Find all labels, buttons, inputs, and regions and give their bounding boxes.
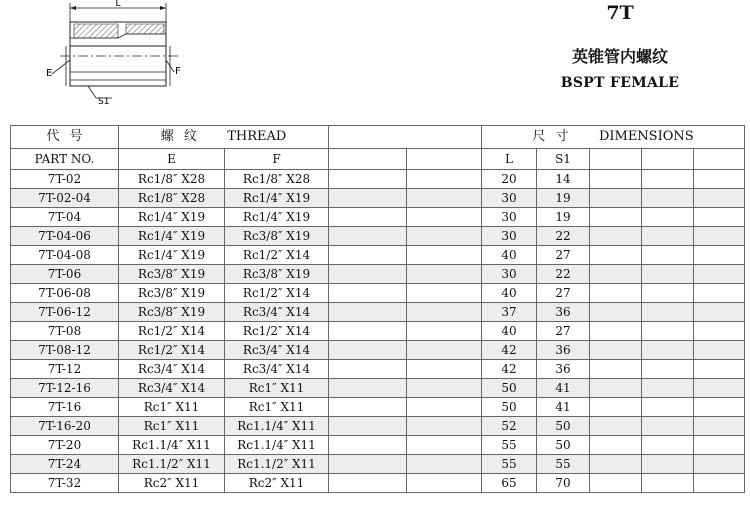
length-cell: 40 [482, 284, 537, 303]
hex-s1-cell: 70 [537, 474, 590, 493]
length-cell: 55 [482, 436, 537, 455]
drawing-label-f: F [175, 66, 181, 77]
thread-e-cell: Rc1/2″ X14 [119, 341, 225, 360]
thread-e-cell: Rc1″ X11 [119, 398, 225, 417]
table-row [11, 322, 745, 341]
part-no-cell: 7T-04-08 [11, 246, 119, 265]
empty-cell [329, 303, 407, 322]
hex-s1-cell: 41 [537, 398, 590, 417]
empty-cell [642, 474, 694, 493]
empty-cell [642, 398, 694, 417]
thread-f-cell: Rc1/2″ X14 [225, 246, 329, 265]
empty-cell [694, 436, 745, 455]
subheader-empty [642, 149, 694, 170]
thread-e-cell: Rc1/8″ X28 [119, 189, 225, 208]
thread-e-cell: Rc1/8″ X28 [119, 170, 225, 189]
table-row [11, 265, 745, 284]
empty-cell [642, 284, 694, 303]
part-no-cell: 7T-02-04 [11, 189, 119, 208]
length-cell: 30 [482, 265, 537, 284]
empty-cell [329, 227, 407, 246]
empty-cell [694, 398, 745, 417]
thread-e-cell: Rc1″ X11 [119, 417, 225, 436]
empty-cell [329, 284, 407, 303]
header-code: 代 号 [11, 126, 119, 149]
thread-e-cell: Rc3/4″ X14 [119, 379, 225, 398]
thread-e-cell: Rc3/4″ X14 [119, 360, 225, 379]
part-no-cell: 7T-08 [11, 322, 119, 341]
table-subheader-row [11, 149, 745, 170]
subheader-empty [407, 149, 482, 170]
hex-s1-cell: 27 [537, 284, 590, 303]
empty-cell [329, 360, 407, 379]
empty-cell [329, 436, 407, 455]
empty-cell [407, 436, 482, 455]
length-cell: 30 [482, 189, 537, 208]
subheader-s1: S1 [537, 149, 590, 170]
empty-cell [407, 227, 482, 246]
empty-cell [590, 341, 642, 360]
hex-s1-cell: 50 [537, 436, 590, 455]
empty-cell [329, 322, 407, 341]
hex-s1-cell: 14 [537, 170, 590, 189]
table-header-row [11, 126, 745, 149]
empty-cell [642, 417, 694, 436]
empty-cell [694, 360, 745, 379]
table-row [11, 170, 745, 189]
empty-cell [694, 265, 745, 284]
empty-cell [694, 379, 745, 398]
table-row [11, 341, 745, 360]
empty-cell [407, 398, 482, 417]
length-cell: 40 [482, 322, 537, 341]
subheader-e: E [119, 149, 225, 170]
drawing-label-s1: S1 [98, 97, 110, 107]
hex-s1-cell: 27 [537, 246, 590, 265]
empty-cell [407, 170, 482, 189]
empty-cell [642, 189, 694, 208]
empty-cell [329, 417, 407, 436]
table-row [11, 246, 745, 265]
hex-s1-callout [88, 86, 112, 107]
table-row [11, 417, 745, 436]
empty-cell [407, 246, 482, 265]
table-row [11, 303, 745, 322]
hex-s1-cell: 22 [537, 265, 590, 284]
empty-cell [329, 398, 407, 417]
thread-e-cell: Rc3/8″ X19 [119, 284, 225, 303]
empty-cell [590, 208, 642, 227]
hex-s1-cell: 50 [537, 417, 590, 436]
product-title-en: BSPT FEMALE [560, 75, 680, 91]
empty-cell [590, 227, 642, 246]
empty-cell [642, 322, 694, 341]
part-no-cell: 7T-32 [11, 474, 119, 493]
hex-s1-cell: 36 [537, 303, 590, 322]
thread-e-cell: Rc1.1/4″ X11 [119, 436, 225, 455]
empty-cell [590, 455, 642, 474]
thread-f-cell: Rc1.1/4″ X11 [225, 436, 329, 455]
thread-f-cell: Rc1/4″ X19 [225, 189, 329, 208]
thread-e-cell: Rc3/8″ X19 [119, 265, 225, 284]
hex-s1-cell: 41 [537, 379, 590, 398]
thread-f-cell: Rc1/2″ X14 [225, 284, 329, 303]
empty-cell [407, 322, 482, 341]
thread-e-callout [46, 60, 70, 79]
part-no-cell: 7T-02 [11, 170, 119, 189]
header-blank [329, 126, 482, 149]
length-cell: 37 [482, 303, 537, 322]
empty-cell [329, 208, 407, 227]
empty-cell [590, 246, 642, 265]
empty-cell [694, 227, 745, 246]
empty-cell [407, 284, 482, 303]
empty-cell [642, 246, 694, 265]
length-cell: 65 [482, 474, 537, 493]
length-cell: 30 [482, 208, 537, 227]
empty-cell [407, 265, 482, 284]
part-no-cell: 7T-04 [11, 208, 119, 227]
empty-cell [590, 189, 642, 208]
empty-cell [407, 208, 482, 227]
part-no-cell: 7T-16 [11, 398, 119, 417]
thread-e-cell: Rc1/2″ X14 [119, 322, 225, 341]
hex-s1-cell: 36 [537, 341, 590, 360]
part-no-cell: 7T-04-06 [11, 227, 119, 246]
empty-cell [642, 208, 694, 227]
empty-cell [694, 170, 745, 189]
empty-cell [694, 474, 745, 493]
hex-s1-cell: 27 [537, 322, 590, 341]
empty-cell [407, 341, 482, 360]
empty-cell [590, 284, 642, 303]
part-no-cell: 7T-06-12 [11, 303, 119, 322]
empty-cell [407, 455, 482, 474]
length-cell: 20 [482, 170, 537, 189]
empty-cell [590, 170, 642, 189]
fitting-hex-body [66, 46, 170, 86]
empty-cell [590, 474, 642, 493]
thread-e-cell: Rc3/8″ X19 [119, 303, 225, 322]
empty-cell [590, 303, 642, 322]
empty-cell [642, 379, 694, 398]
part-no-cell: 7T-06 [11, 265, 119, 284]
empty-cell [590, 398, 642, 417]
table-row [11, 284, 745, 303]
empty-cell [329, 265, 407, 284]
fitting-section [70, 22, 166, 46]
table-row [11, 474, 745, 493]
part-no-cell: 7T-06-08 [11, 284, 119, 303]
thread-f-callout [166, 60, 181, 77]
empty-cell [329, 246, 407, 265]
thread-f-cell: Rc1.1/2″ X11 [225, 455, 329, 474]
thread-f-cell: Rc1″ X11 [225, 379, 329, 398]
hex-s1-cell: 22 [537, 227, 590, 246]
length-cell: 42 [482, 360, 537, 379]
empty-cell [694, 208, 745, 227]
thread-e-cell: Rc1.1/2″ X11 [119, 455, 225, 474]
hex-s1-cell: 19 [537, 189, 590, 208]
part-no-cell: 7T-24 [11, 455, 119, 474]
thread-f-cell: Rc3/8″ X19 [225, 227, 329, 246]
table-row [11, 227, 745, 246]
empty-cell [590, 417, 642, 436]
empty-cell [694, 455, 745, 474]
empty-cell [694, 246, 745, 265]
empty-cell [329, 170, 407, 189]
length-dimension [70, 0, 166, 22]
thread-e-cell: Rc1/4″ X19 [119, 246, 225, 265]
empty-cell [694, 284, 745, 303]
empty-cell [642, 360, 694, 379]
empty-cell [642, 341, 694, 360]
subheader-f: F [225, 149, 329, 170]
length-cell: 42 [482, 341, 537, 360]
subheader-empty [694, 149, 745, 170]
length-cell: 52 [482, 417, 537, 436]
spec-table [10, 125, 745, 493]
empty-cell [329, 379, 407, 398]
thread-f-cell: Rc3/4″ X14 [225, 360, 329, 379]
table-row [11, 189, 745, 208]
empty-cell [407, 189, 482, 208]
length-cell: 50 [482, 398, 537, 417]
empty-cell [407, 474, 482, 493]
empty-cell [694, 189, 745, 208]
empty-cell [642, 455, 694, 474]
table-row [11, 379, 745, 398]
empty-cell [694, 303, 745, 322]
length-cell: 40 [482, 246, 537, 265]
empty-cell [329, 474, 407, 493]
subheader-part: PART NO. [11, 149, 119, 170]
drawing-label-length: L [115, 0, 121, 9]
thread-e-cell: Rc1/4″ X19 [119, 208, 225, 227]
thread-f-cell: Rc3/8″ X19 [225, 265, 329, 284]
empty-cell [694, 341, 745, 360]
empty-cell [329, 455, 407, 474]
thread-f-cell: Rc1/2″ X14 [225, 322, 329, 341]
part-no-cell: 7T-16-20 [11, 417, 119, 436]
empty-cell [590, 322, 642, 341]
length-cell: 50 [482, 379, 537, 398]
empty-cell [642, 227, 694, 246]
length-cell: 30 [482, 227, 537, 246]
empty-cell [329, 341, 407, 360]
part-no-cell: 7T-12 [11, 360, 119, 379]
subheader-empty [329, 149, 407, 170]
empty-cell [642, 265, 694, 284]
hex-s1-cell: 36 [537, 360, 590, 379]
hex-s1-cell: 19 [537, 208, 590, 227]
header-dimensions: 尺 寸 DIMENSIONS [482, 126, 745, 149]
empty-cell [590, 360, 642, 379]
empty-cell [642, 436, 694, 455]
part-no-cell: 7T-08-12 [11, 341, 119, 360]
empty-cell [407, 360, 482, 379]
hex-s1-cell: 55 [537, 455, 590, 474]
thread-f-cell: Rc3/4″ X14 [225, 303, 329, 322]
empty-cell [590, 379, 642, 398]
length-cell: 55 [482, 455, 537, 474]
table-row [11, 436, 745, 455]
drawing-label-e: E [46, 68, 53, 79]
thread-e-cell: Rc1/4″ X19 [119, 227, 225, 246]
thread-f-cell: Rc1/8″ X28 [225, 170, 329, 189]
fitting-drawing [30, 0, 210, 110]
empty-cell [694, 417, 745, 436]
empty-cell [329, 189, 407, 208]
header-thread: 螺 纹 THREAD [119, 126, 329, 149]
product-code: 7T [606, 2, 634, 24]
empty-cell [407, 417, 482, 436]
thread-f-cell: Rc1/4″ X19 [225, 208, 329, 227]
empty-cell [694, 322, 745, 341]
thread-f-cell: Rc2″ X11 [225, 474, 329, 493]
table-row [11, 208, 745, 227]
thread-f-cell: Rc1″ X11 [225, 398, 329, 417]
empty-cell [407, 303, 482, 322]
part-no-cell: 7T-20 [11, 436, 119, 455]
empty-cell [590, 265, 642, 284]
thread-f-cell: Rc1.1/4″ X11 [225, 417, 329, 436]
empty-cell [590, 436, 642, 455]
subheader-empty [590, 149, 642, 170]
part-no-cell: 7T-12-16 [11, 379, 119, 398]
thread-e-cell: Rc2″ X11 [119, 474, 225, 493]
thread-f-cell: Rc3/4″ X14 [225, 341, 329, 360]
table-row [11, 360, 745, 379]
subheader-l: L [482, 149, 537, 170]
empty-cell [407, 379, 482, 398]
table-row [11, 398, 745, 417]
product-title-cn: 英锥管内螺纹 [571, 47, 668, 66]
empty-cell [642, 170, 694, 189]
table-row [11, 455, 745, 474]
empty-cell [642, 303, 694, 322]
